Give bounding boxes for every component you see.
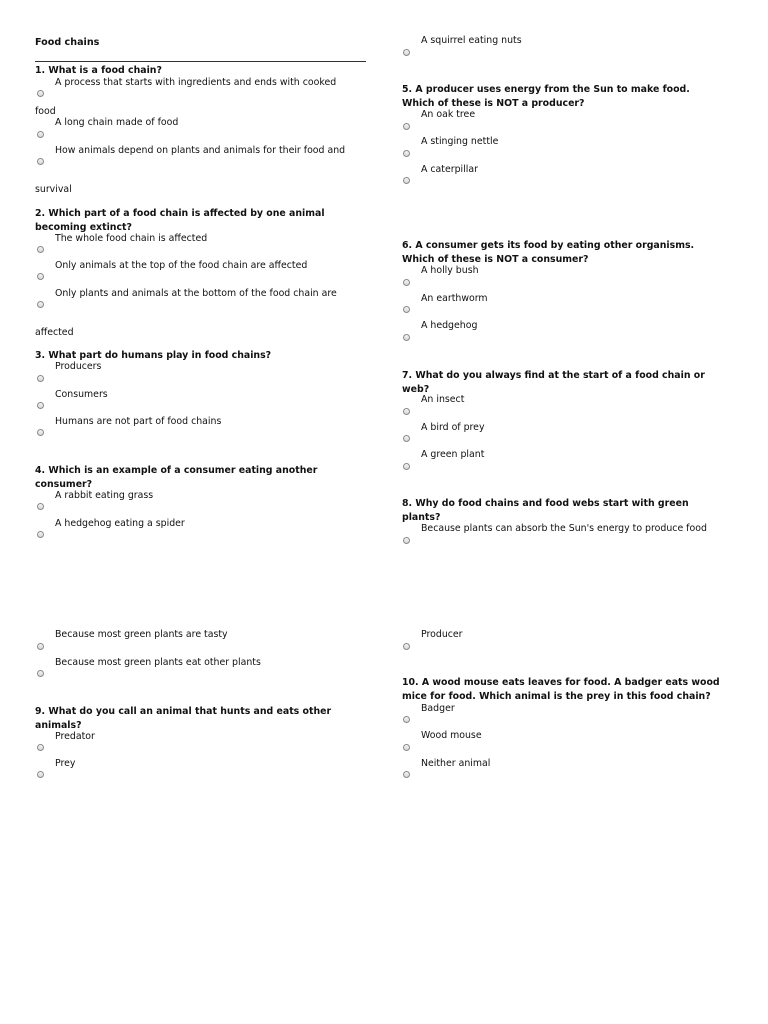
question-5-option-1-label: An oak tree [421, 109, 476, 120]
question-5-option-2-label: A stinging nettle [421, 136, 499, 147]
question-3-option-3-radio[interactable] [37, 429, 44, 436]
question-7-label: 7. What do you always find at the start of a food chain or web? [402, 370, 705, 395]
question-7-option-1-label: An insect [421, 394, 465, 405]
question-10-option-1-label: Badger [421, 703, 455, 714]
question-6-option-1-label: A holly bush [421, 265, 479, 276]
question-7-option-1-radio[interactable] [403, 408, 410, 415]
question-10-option-3-label: Neither animal [421, 758, 491, 769]
question-4-option-3-label: A squirrel eating nuts [421, 35, 522, 46]
question-7-option-2-radio[interactable] [403, 435, 410, 442]
question-4-option-3-radio[interactable] [403, 49, 410, 56]
question-1-option-2-radio[interactable] [37, 131, 44, 138]
question-9-option-1-radio[interactable] [37, 744, 44, 751]
question-9-option-2-radio[interactable] [37, 771, 44, 778]
question-4-option-1-label: A rabbit eating grass [55, 490, 154, 501]
question-2-label: 2. Which part of a food chain is affected by one animal becoming extinct? [35, 208, 325, 233]
question-2-option-2-label: Only animals at the top of the food chain are affected [55, 260, 308, 271]
question-3-label: 3. What part do humans play in food chains? [35, 350, 272, 361]
question-7-option-3-radio[interactable] [403, 463, 410, 470]
question-1-option-1-radio[interactable] [37, 90, 44, 97]
question-1-option-3-label-wrap: survival [35, 184, 72, 195]
question-3-option-1-radio[interactable] [37, 375, 44, 382]
question-4-option-1-radio[interactable] [37, 503, 44, 510]
question-2-option-2-radio[interactable] [37, 273, 44, 280]
question-2-option-1-label: The whole food chain is affected [55, 233, 208, 244]
question-9-option-3-radio[interactable] [403, 643, 410, 650]
question-8-label: 8. Why do food chains and food webs start with green plants? [402, 498, 689, 523]
question-3-option-1-label: Producers [55, 361, 102, 372]
question-9-option-2-label: Prey [55, 758, 76, 769]
question-10-option-2-radio[interactable] [403, 744, 410, 751]
question-1-option-3-radio[interactable] [37, 158, 44, 165]
question-1-label: 1. What is a food chain? [35, 65, 162, 76]
question-6-option-3-label: A hedgehog [421, 320, 478, 331]
question-2-option-3-radio[interactable] [37, 301, 44, 308]
question-8-option-1-label: Because plants can absorb the Sun's energy to produce food [421, 523, 707, 534]
question-10-option-3-radio[interactable] [403, 771, 410, 778]
question-5-label: 5. A producer uses energy from the Sun to make food. Which of these is NOT a producer? [402, 84, 690, 109]
question-4-option-2-label: A hedgehog eating a spider [55, 518, 185, 529]
title-divider [35, 61, 366, 62]
question-6-option-2-radio[interactable] [403, 306, 410, 313]
question-8-option-2-label: Because most green plants are tasty [55, 629, 228, 640]
question-6-option-1-radio[interactable] [403, 279, 410, 286]
question-8-option-1-radio[interactable] [403, 537, 410, 544]
question-4-label: 4. Which is an example of a consumer eating another consumer? [35, 465, 318, 490]
question-6-option-3-radio[interactable] [403, 334, 410, 341]
question-1-option-1-label: A process that starts with ingredients and ends with cooked [55, 77, 337, 88]
question-5-option-3-label: A caterpillar [421, 164, 478, 175]
question-2-option-3-label-wrap: affected [35, 327, 74, 338]
question-2-option-3-label: Only plants and animals at the bottom of the food chain are [55, 288, 337, 299]
question-1-option-2-label: A long chain made of food [55, 117, 179, 128]
question-3-option-2-label: Consumers [55, 389, 108, 400]
question-7-option-3-label: A green plant [421, 449, 485, 460]
question-8-option-2-radio[interactable] [37, 643, 44, 650]
question-6-option-2-label: An earthworm [421, 293, 488, 304]
question-5-option-3-radio[interactable] [403, 177, 410, 184]
question-9-option-3-label: Producer [421, 629, 463, 640]
page-title: Food chains [35, 37, 100, 48]
question-10-option-1-radio[interactable] [403, 716, 410, 723]
question-1-option-1-label-wrap: food [35, 106, 56, 117]
question-6-label: 6. A consumer gets its food by eating other organisms. Which of these is NOT a consumer? [402, 240, 695, 265]
question-5-option-1-radio[interactable] [403, 123, 410, 130]
question-9-option-1-label: Predator [55, 731, 95, 742]
question-9-label: 9. What do you call an animal that hunts and eats other animals? [35, 706, 332, 731]
question-10-label: 10. A wood mouse eats leaves for food. A badger eats wood mice for food. Which animal is the prey in this food chain? [402, 677, 720, 702]
question-3-option-2-radio[interactable] [37, 402, 44, 409]
question-8-option-3-label: Because most green plants eat other plants [55, 657, 261, 668]
question-4-option-2-radio[interactable] [37, 531, 44, 538]
question-10-option-2-label: Wood mouse [421, 730, 482, 741]
question-5-option-2-radio[interactable] [403, 150, 410, 157]
question-1-option-3-label: How animals depend on plants and animals for their food and [55, 145, 346, 156]
question-3-option-3-label: Humans are not part of food chains [55, 416, 222, 427]
question-8-option-3-radio[interactable] [37, 670, 44, 677]
question-2-option-1-radio[interactable] [37, 246, 44, 253]
question-7-option-2-label: A bird of prey [421, 422, 485, 433]
